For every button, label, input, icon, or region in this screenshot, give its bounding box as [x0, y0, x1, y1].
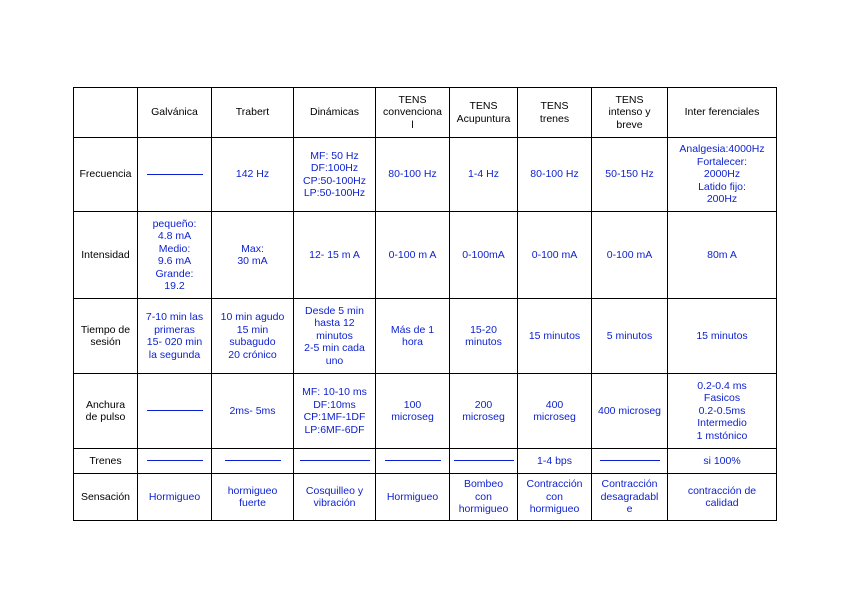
row-label: Intensidad [74, 212, 138, 299]
data-cell: 142 Hz [212, 138, 294, 212]
data-cell: Contracción desagradabl e [592, 474, 668, 521]
table-row [74, 212, 777, 299]
empty-dash [300, 460, 370, 461]
data-cell: 15 minutos [518, 299, 592, 374]
data-cell: 80-100 Hz [518, 138, 592, 212]
data-cell: 400 microseg [518, 374, 592, 449]
data-cell: 7-10 min las primeras 15- 020 min la segunda [138, 299, 212, 374]
header-cell [74, 88, 138, 138]
data-cell: Contracción con hormigueo [518, 474, 592, 521]
data-cell: 80-100 Hz [376, 138, 450, 212]
table-row [74, 299, 777, 374]
empty-dash [147, 460, 203, 461]
data-cell: 0-100mA [450, 212, 518, 299]
header-row [74, 88, 777, 138]
data-cell: 200 microseg [450, 374, 518, 449]
row-label: Trenes [74, 449, 138, 474]
data-cell: 80m A [668, 212, 777, 299]
dash-cell [212, 449, 294, 474]
data-cell: Cosquilleo y vibración [294, 474, 376, 521]
data-cell: 0-100 m A [376, 212, 450, 299]
data-cell: contracción de calidad [668, 474, 777, 521]
data-cell: 0-100 mA [518, 212, 592, 299]
data-cell: 100 microseg [376, 374, 450, 449]
dash-cell [294, 449, 376, 474]
data-cell: Desde 5 min hasta 12 minutos 2-5 min cada uno [294, 299, 376, 374]
data-cell: Analgesia:4000Hz Fortalecer: 2000Hz Latido fijo: 200Hz [668, 138, 777, 212]
data-cell: hormigueo fuerte [212, 474, 294, 521]
data-cell: 1-4 Hz [450, 138, 518, 212]
data-cell: Bombeo con hormigueo [450, 474, 518, 521]
data-cell: 15 minutos [668, 299, 777, 374]
data-cell: Hormigueo [138, 474, 212, 521]
comparison-table [73, 87, 777, 521]
empty-dash [600, 460, 660, 461]
empty-dash [225, 460, 281, 461]
data-cell: 5 minutos [592, 299, 668, 374]
data-cell: 2ms- 5ms [212, 374, 294, 449]
header-cell: TENS Acupuntura [450, 88, 518, 138]
row-label: Frecuencia [74, 138, 138, 212]
data-cell: 50-150 Hz [592, 138, 668, 212]
table-row [74, 374, 777, 449]
header-cell: Trabert [212, 88, 294, 138]
data-cell: 0.2-0.4 ms Fasicos 0.2-0.5ms Intermedio 1 mstónico [668, 374, 777, 449]
empty-dash [385, 460, 441, 461]
header-cell: TENS trenes [518, 88, 592, 138]
row-label: Anchura de pulso [74, 374, 138, 449]
data-cell: 0-100 mA [592, 212, 668, 299]
dash-cell [450, 449, 518, 474]
header-cell: Galvánica [138, 88, 212, 138]
dash-cell [138, 449, 212, 474]
table-row [74, 138, 777, 212]
row-label: Sensación [74, 474, 138, 521]
data-cell: 1-4 bps [518, 449, 592, 474]
dash-cell [138, 138, 212, 212]
header-cell: TENS convenciona l [376, 88, 450, 138]
dash-cell [138, 374, 212, 449]
data-cell: 10 min agudo 15 min subagudo 20 crónico [212, 299, 294, 374]
data-cell: 12- 15 m A [294, 212, 376, 299]
row-label: Tiempo de sesión [74, 299, 138, 374]
empty-dash [147, 410, 203, 411]
table-row [74, 449, 777, 474]
data-cell: Max: 30 mA [212, 212, 294, 299]
data-cell: MF: 10-10 ms DF:10ms CP:1MF-1DF LP:6MF-6DF [294, 374, 376, 449]
data-cell: 15-20 minutos [450, 299, 518, 374]
empty-dash [147, 174, 203, 175]
data-cell: Hormigueo [376, 474, 450, 521]
header-cell: Dinámicas [294, 88, 376, 138]
data-cell: 400 microseg [592, 374, 668, 449]
empty-dash [454, 460, 514, 461]
table-row [74, 474, 777, 521]
header-cell: TENS intenso y breve [592, 88, 668, 138]
dash-cell [592, 449, 668, 474]
header-cell: Inter ferenciales [668, 88, 777, 138]
data-cell: Más de 1 hora [376, 299, 450, 374]
data-cell: MF: 50 Hz DF:100Hz CP:50-100Hz LP:50-100Hz [294, 138, 376, 212]
data-cell: si 100% [668, 449, 777, 474]
dash-cell [376, 449, 450, 474]
data-cell: pequeño: 4.8 mA Medio: 9.6 mA Grande: 19.2 [138, 212, 212, 299]
